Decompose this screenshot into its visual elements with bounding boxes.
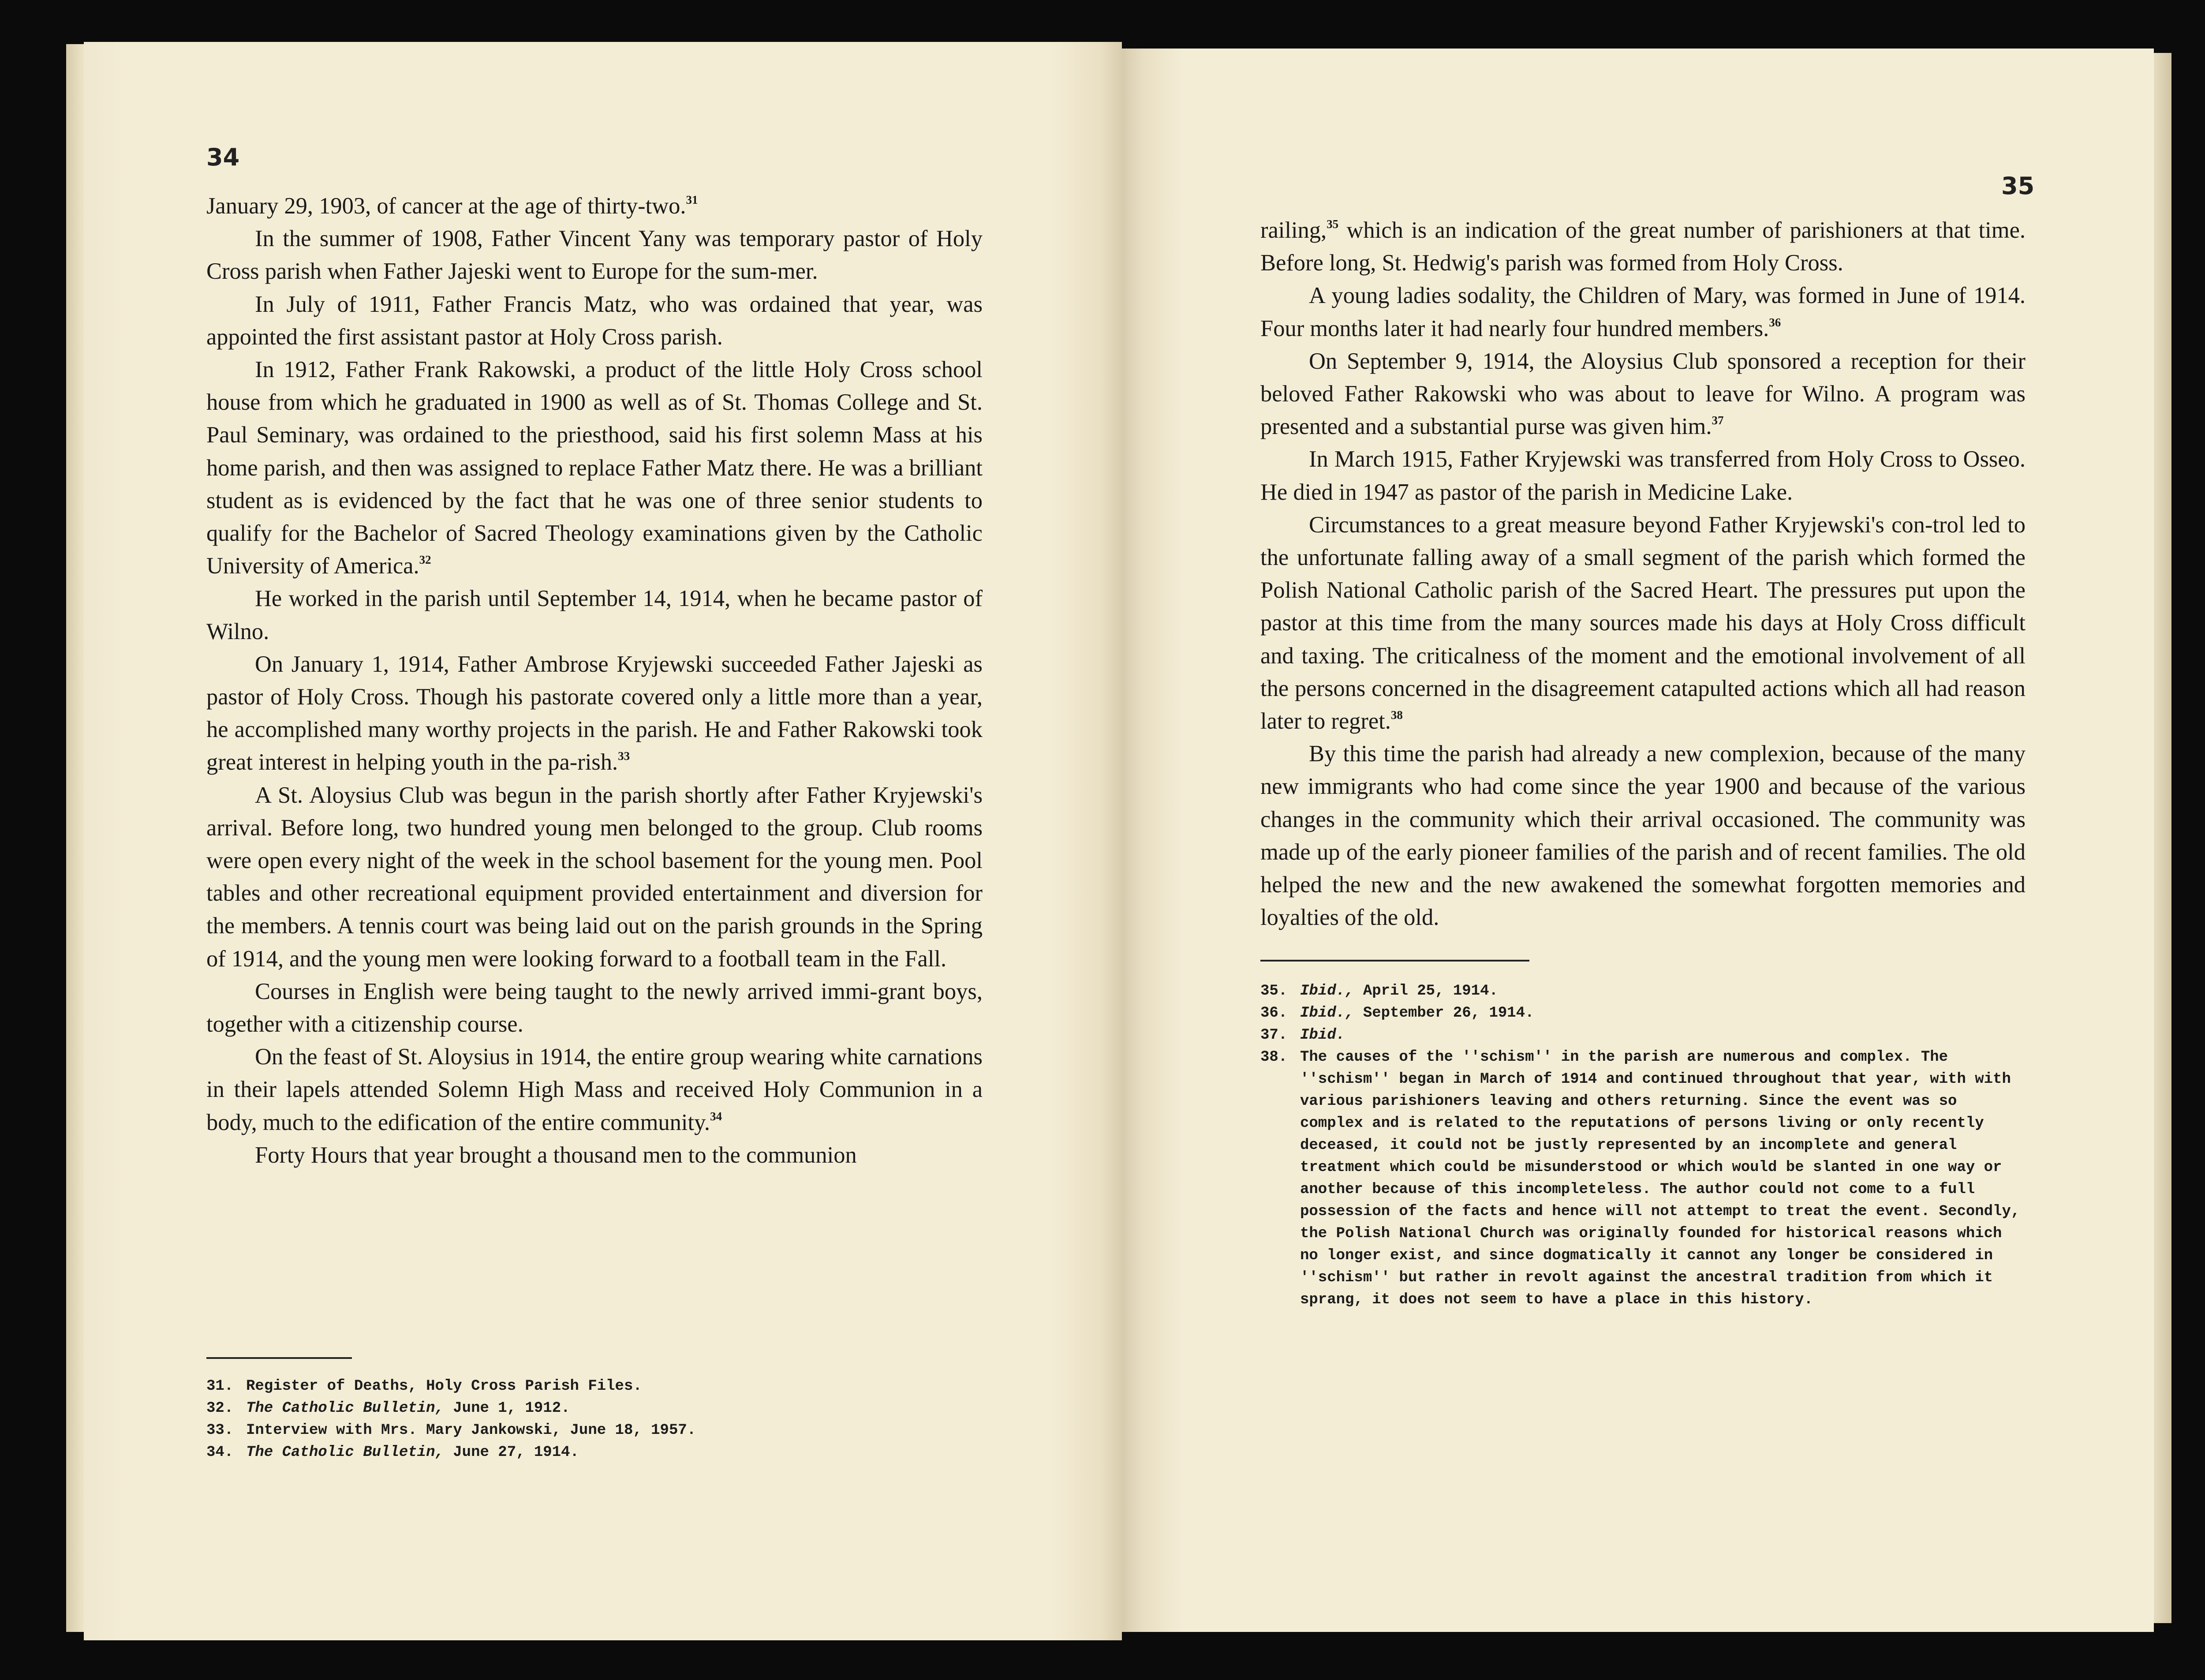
footnote-number: 36. [1260, 1005, 1288, 1021]
footnote-text: June 1, 1912. [444, 1400, 570, 1417]
paragraph-text: On September 9, 1914, the Aloysius Club sponsored a reception for their beloved Father Rakowski who was about to leave for Wilno. A program was presented and a substantial purse was given him. [1260, 348, 2026, 440]
footnote [1260, 980, 2026, 1002]
paragraph-text: Courses in English were being taught to the newly arrived immi-grant boys, together with a citizenship course. [206, 978, 983, 1037]
paragraph-text: On January 1, 1914, Father Ambrose Kryjewski succeeded Father Jajeski as pastor of Holy Cross. Though his pastorate covered only a little more than a year, he accomplished many worthy projects in the parish. He and Father Rakowski took great interest in helping youth in the pa-rish. [206, 651, 983, 775]
footnote [206, 1419, 983, 1441]
paragraph [1260, 214, 2026, 279]
paragraph [1260, 509, 2026, 737]
paragraph-text: January 29, 1903, of cancer at the age of thirty-two. [206, 193, 686, 219]
paragraph [1260, 279, 2026, 344]
footnote-rule-right [1260, 960, 1529, 962]
footnote-ref: 32 [419, 553, 431, 567]
footnote-source-title: The Catholic Bulletin, [246, 1444, 444, 1461]
footnote-source-title: Ibid., [1300, 983, 1354, 999]
footnote-number: 35. [1260, 983, 1288, 999]
paragraph [206, 222, 983, 288]
footnote-source-title: Ibid. [1300, 1027, 1345, 1044]
paragraph-text: In 1912, Father Frank Rakowski, a product of the little Holy Cross school house from which he graduated in 1900 as well as of St. Thomas College and St. Paul Seminary, was ordained to the priesthood, said his first solemn Mass at his home parish, and then was assigned to replace Father Matz there. He was a brilliant student as is evidenced by the fact that he was one of three senior students to qualify for the Bachelor of Sacred Theology examinations given by the Catholic University of America. [206, 357, 983, 579]
footnote-ref: 38 [1390, 708, 1403, 722]
page-number-left: 34 [206, 143, 240, 171]
footnote-number: 31. [206, 1378, 234, 1395]
footnote-rule-left [206, 1357, 352, 1359]
footnote-ref: 35 [1327, 217, 1339, 231]
page-number-right: 35 [2001, 172, 2035, 200]
paragraph [206, 288, 983, 353]
right-page-edge [2154, 53, 2171, 1623]
footnote [206, 1397, 983, 1419]
footnote [206, 1441, 983, 1463]
paragraph [206, 1139, 983, 1171]
footnote [1260, 1024, 2026, 1046]
footnote-number: 34. [206, 1444, 234, 1461]
footnote-source-title: The Catholic Bulletin, [246, 1400, 444, 1417]
footnote-ref: 31 [686, 193, 698, 206]
paragraph-text: In March 1915, Father Kryjewski was transferred from Holy Cross to Osseo. He died in 1947 as pastor of the parish in Medicine Lake. [1260, 446, 2026, 505]
footnote [1260, 1002, 2026, 1024]
paragraph-text: He worked in the parish until September 14, 1914, when he became pastor of Wilno. [206, 586, 983, 644]
paragraph-text: On the feast of St. Aloysius in 1914, the entire group wearing white carnations in their lapels attended Solemn High Mass and received Holy Communion in a body, much to the edification of the entire community. [206, 1044, 983, 1135]
paragraph [206, 975, 983, 1040]
footnote-text: September 26, 1914. [1354, 1005, 1534, 1021]
left-page-edge [66, 44, 84, 1632]
paragraph-text: A St. Aloysius Club was begun in the parish shortly after Father Kryjewski's arrival. Before long, two hundred young men belonged to the group. Club rooms were open every night of the week in the school basement for the young men. Pool tables and other recreational equipment provided entertainment and diversion for the members. A tennis court was being laid out on the parish grounds in the Spring of 1914, and the young men were looking forward to a football team in the Fall. [206, 782, 983, 972]
left-footnotes [206, 1375, 983, 1463]
footnote-text: The causes of the ''schism'' in the parish are numerous and complex. The ''schism'' began in March of 1914 and continued throughout that year, with with various parishioners leaving and others returning. Since the event was so complex and is related to the reputations of persons living or only recently deceased, it could not be justly represented by an incomplete and general treatment which could be misunderstood or which would be slanted in one way or another because of this incompleteless. The author could not come to a full possession of the facts and hence will not attempt to treat the event. Secondly, the Polish National Church was originally founded for historical reasons which no longer exist, and since dogmatically it cannot any longer be considered in ''schism'' but rather in revolt against the ancestral tradition from which it sprang, it does not seem to have a place in this history. [1300, 1049, 2020, 1308]
paragraph-text: which is an indication of the great number of parishioners at that time. Before long, St. Hedwig's parish was formed from Holy Cross. [1260, 217, 2026, 276]
footnote-text: Register of Deaths, Holy Cross Parish Files. [246, 1378, 642, 1395]
footnote-ref: 36 [1769, 315, 1781, 329]
paragraph-text: railing, [1260, 217, 1327, 243]
paragraph [206, 582, 983, 647]
paragraph-text: By this time the parish had already a new complexion, because of the many new immigrants who had come since the year 1900 and because of the various changes in the community which their arrival occasioned. The community was made up of the early pioneer families of the parish and of recent families. The old helped the new and the new awakened the somewhat forgotten memories and loyalties of the old. [1260, 741, 2026, 931]
paragraph-text: Circumstances to a great measure beyond Father Kryjewski's con-trol led to the unfortunate falling away of a small segment of the parish which formed the Polish National Catholic parish of the Sacred Heart. The pressures put upon the pastor at this time from the many sources made his days at Holy Cross difficult and taxing. The criticalness of the moment and the emotional involvement of all the persons concerned in the disagreement catapulted actions which all had reason later to regret. [1260, 512, 2026, 734]
paragraph [1260, 443, 2026, 508]
right-footnotes [1260, 980, 2026, 1311]
paragraph [206, 779, 983, 975]
paragraph-text: A young ladies sodality, the Children of Mary, was formed in June of 1914. Four months later it had nearly four hundred members. [1260, 283, 2026, 341]
footnote [206, 1375, 983, 1397]
footnote-number: 32. [206, 1400, 234, 1417]
footnote-text: Interview with Mrs. Mary Jankowski, June 18, 1957. [246, 1422, 696, 1439]
paragraph-text: In the summer of 1908, Father Vincent Yany was temporary pastor of Holy Cross parish when Father Jajeski went to Europe for the sum-mer. [206, 226, 983, 284]
right-body-text [1260, 214, 2026, 934]
paragraph [206, 190, 983, 222]
paragraph [1260, 345, 2026, 443]
paragraph-text: In July of 1911, Father Francis Matz, who was ordained that year, was appointed the first assistant pastor at Holy Cross parish. [206, 291, 983, 350]
footnote-number: 38. [1260, 1049, 1288, 1066]
footnote-text: April 25, 1914. [1354, 983, 1498, 999]
footnote-number: 33. [206, 1422, 234, 1439]
footnote-ref: 34 [710, 1109, 722, 1123]
paragraph [206, 1040, 983, 1139]
paragraph [206, 648, 983, 779]
footnote-text: June 27, 1914. [444, 1444, 579, 1461]
left-body-text [206, 190, 983, 1171]
paragraph [1260, 737, 2026, 934]
footnote-source-title: Ibid., [1300, 1005, 1354, 1021]
footnote-ref: 37 [1712, 414, 1724, 427]
paragraph-text: Forty Hours that year brought a thousand men to the communion [255, 1142, 857, 1168]
footnote [1260, 1046, 2026, 1311]
paragraph [206, 353, 983, 582]
footnote-number: 37. [1260, 1027, 1288, 1044]
footnote-ref: 33 [618, 749, 630, 763]
